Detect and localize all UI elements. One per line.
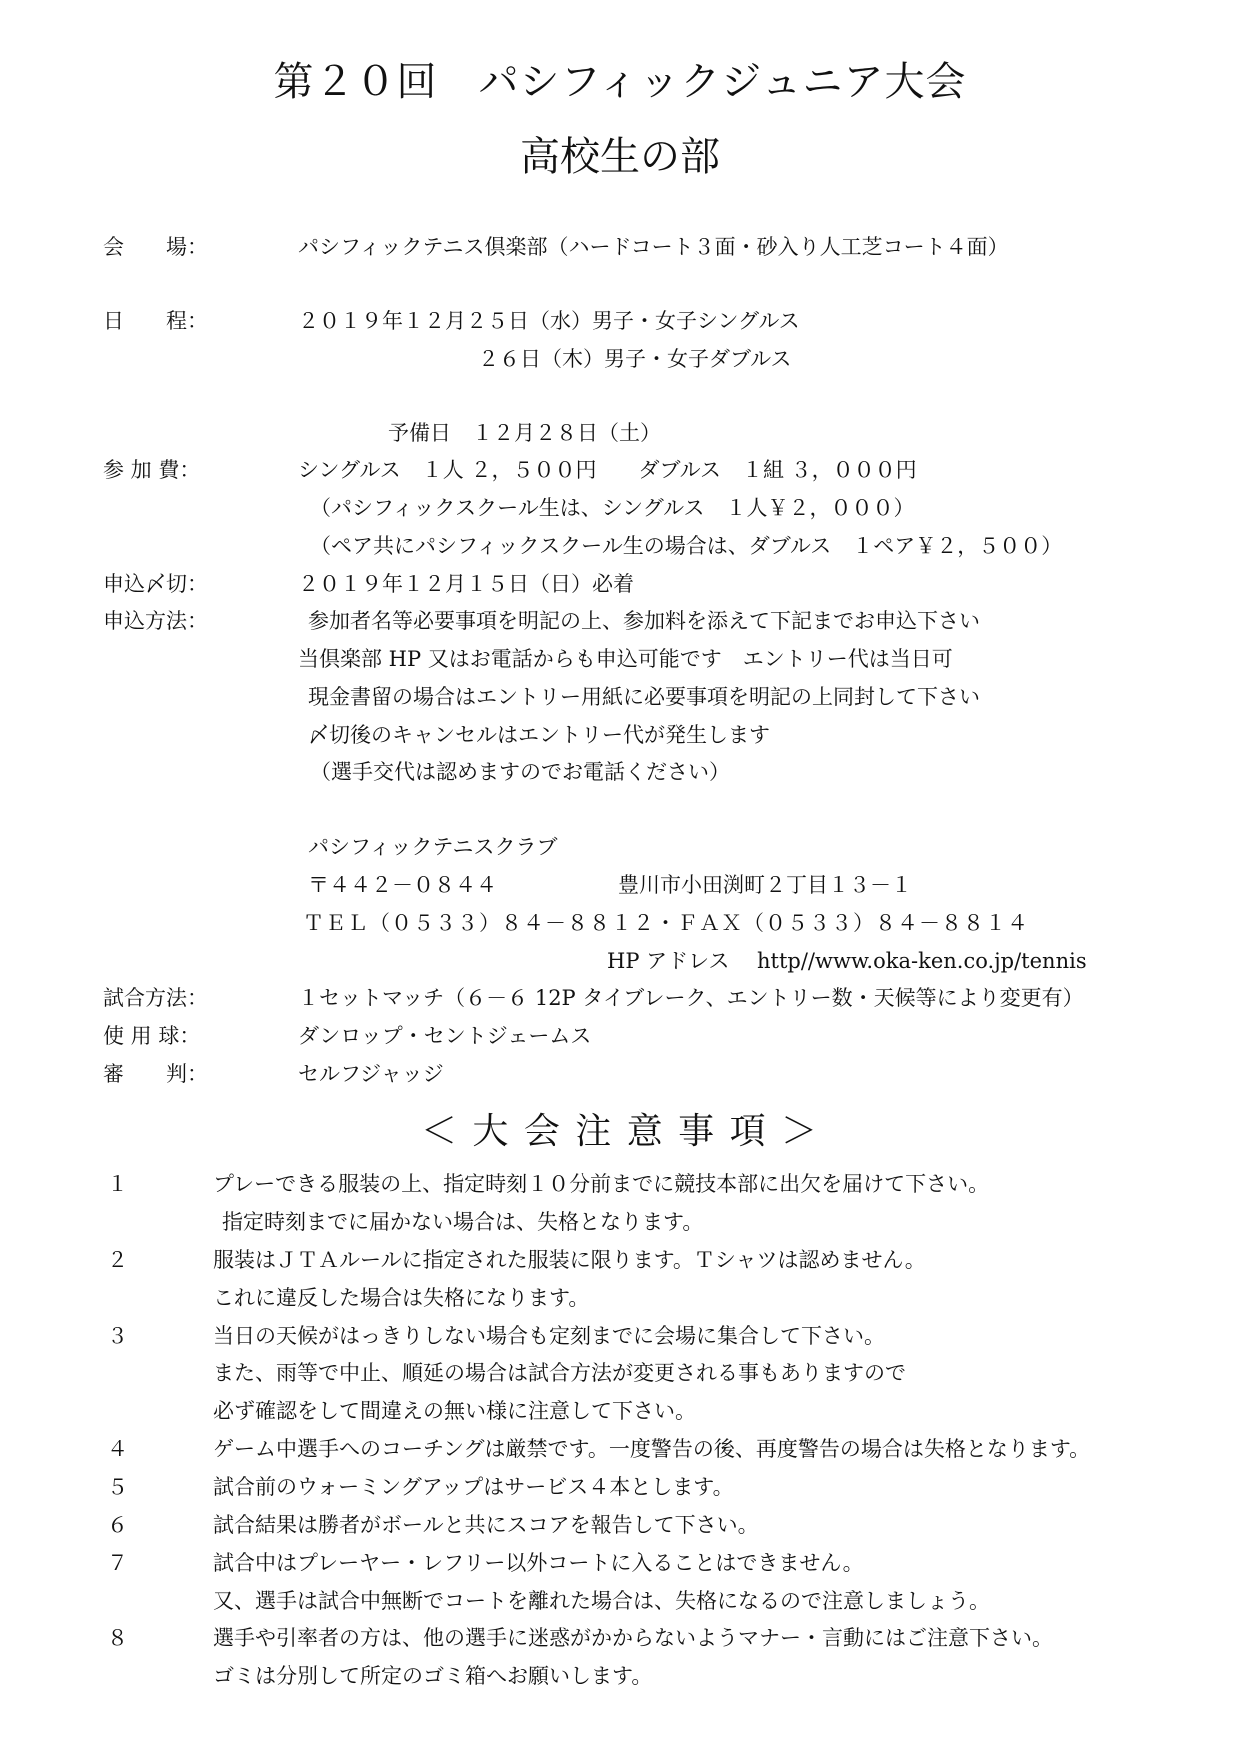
note-line: ゴミは分別して所定のゴミ箱へお願いします。: [213, 1664, 653, 1688]
schedule-line1: ２０１９年１２月２５日（水）男子・女子シングルス: [298, 309, 800, 333]
note-line: 試合前のウォーミングアップはサービス４本とします。: [213, 1475, 734, 1499]
referee-label: 審 判：: [103, 1062, 208, 1086]
note-line: 又、選手は試合中無断でコートを離れた場合は、失格になるので注意しましょう。: [213, 1589, 990, 1613]
match-label: 試合方法：: [103, 986, 208, 1010]
note-line: 指定時刻までに届かない場合は、失格となります。: [222, 1210, 704, 1234]
deadline-value: ２０１９年１２月１５日（日）必着: [298, 572, 634, 596]
schedule-label: 日 程：: [103, 309, 208, 333]
apply-line: 現金書留の場合はエントリー用紙に必要事項を明記の上同封して下さい: [308, 685, 980, 709]
note-number: ２: [107, 1248, 128, 1272]
page-title: 第２０回 パシフィックジュニア大会: [273, 59, 967, 105]
venue-value: パシフィックテニス倶楽部（ハードコート３面・砂入り人工芝コート４面）: [298, 235, 1009, 259]
referee-value: セルフジャッジ: [298, 1062, 444, 1086]
note-line: また、雨等で中止、順延の場合は試合方法が変更される事もありますので: [213, 1361, 906, 1385]
note-number: １: [107, 1172, 128, 1196]
apply-line: 参加者名等必要事項を明記の上、参加料を添えて下記までお申込下さい: [308, 609, 980, 633]
fee-line3: （ペア共にパシフィックスクール生の場合は、ダブルス １ペア￥２，５００）: [310, 534, 1063, 558]
club-phone: ＴＥＬ（０５３３）８４－８８１２・ＦＡＸ（０５３３）８４－８８１４: [303, 911, 1029, 935]
apply-line: （選手交代は認めますのでお電話ください）: [310, 760, 730, 784]
schedule-reserve: 予備日 １２月２８日（土）: [388, 421, 661, 445]
fee-line1: シングルス １人 ２，５００円 ダブルス １組 ３，０００円: [298, 458, 917, 482]
club-address: 豊川市小田渕町２丁目１３－１: [618, 873, 912, 897]
club-name: パシフィックテニスクラブ: [308, 835, 558, 859]
fee-line2: （パシフィックスクール生は、シングルス １人￥２，０００）: [310, 496, 915, 520]
note-number: ４: [107, 1437, 128, 1461]
note-line: ゲーム中選手へのコーチングは厳禁です。一度警告の後、再度警告の場合は失格となります。: [213, 1437, 1091, 1461]
note-line: 試合中はプレーヤー・レフリー以外コートに入ることはできません。: [213, 1551, 864, 1575]
note-line: 選手や引率者の方は、他の選手に迷惑がかからないようマナー・言動にはご注意下さい。: [213, 1626, 1053, 1650]
note-line: これに違反した場合は失格になります。: [213, 1286, 590, 1310]
note-number: ３: [107, 1324, 128, 1348]
ball-label: 使 用 球：: [103, 1024, 201, 1048]
venue-label: 会 場：: [103, 235, 208, 259]
club-hp-url[interactable]: http//www.oka-ken.co.jp/tennis: [757, 949, 1087, 973]
note-line: 当日の天候がはっきりしない場合も定刻までに会場に集合して下さい。: [213, 1324, 885, 1348]
schedule-line2: ２６日（木）男子・女子ダブルス: [478, 347, 792, 371]
apply-line: 〆切後のキャンセルはエントリー代が発生します: [308, 723, 770, 747]
ball-value: ダンロップ・セントジェームス: [298, 1024, 592, 1048]
match-value: １セットマッチ（６－６ 12P タイブレーク、エントリー数・天候等により変更有）: [298, 986, 1084, 1010]
fee-label: 参 加 費：: [103, 458, 201, 482]
club-hp-label: HP アドレス: [607, 949, 730, 973]
apply-label: 申込方法：: [103, 609, 208, 633]
deadline-label: 申込〆切：: [103, 572, 208, 596]
note-number: ５: [107, 1475, 128, 1499]
apply-line: 当倶楽部 HP 又はお電話からも申込可能です エントリー代は当日可: [298, 647, 953, 671]
note-number: ７: [107, 1551, 128, 1575]
note-line: 必ず確認をして間違えの無い様に注意して下さい。: [213, 1399, 696, 1423]
note-line: 服装はＪＴＡルールに指定された服装に限ります。Ｔシャツは認めません。: [213, 1248, 926, 1272]
page-subtitle: 高校生の部: [520, 134, 720, 180]
notes-heading: ＜ 大 会 注 意 事 項 ＞: [420, 1111, 820, 1152]
note-line: 試合結果は勝者がボールと共にスコアを報告して下さい。: [213, 1513, 759, 1537]
club-postal: 〒４４２－０８４４: [308, 873, 497, 897]
note-number: ６: [107, 1513, 128, 1537]
note-number: ８: [107, 1626, 128, 1650]
note-line: プレーできる服装の上、指定時刻１０分前までに競技本部に出欠を届けて下さい。: [213, 1172, 990, 1196]
